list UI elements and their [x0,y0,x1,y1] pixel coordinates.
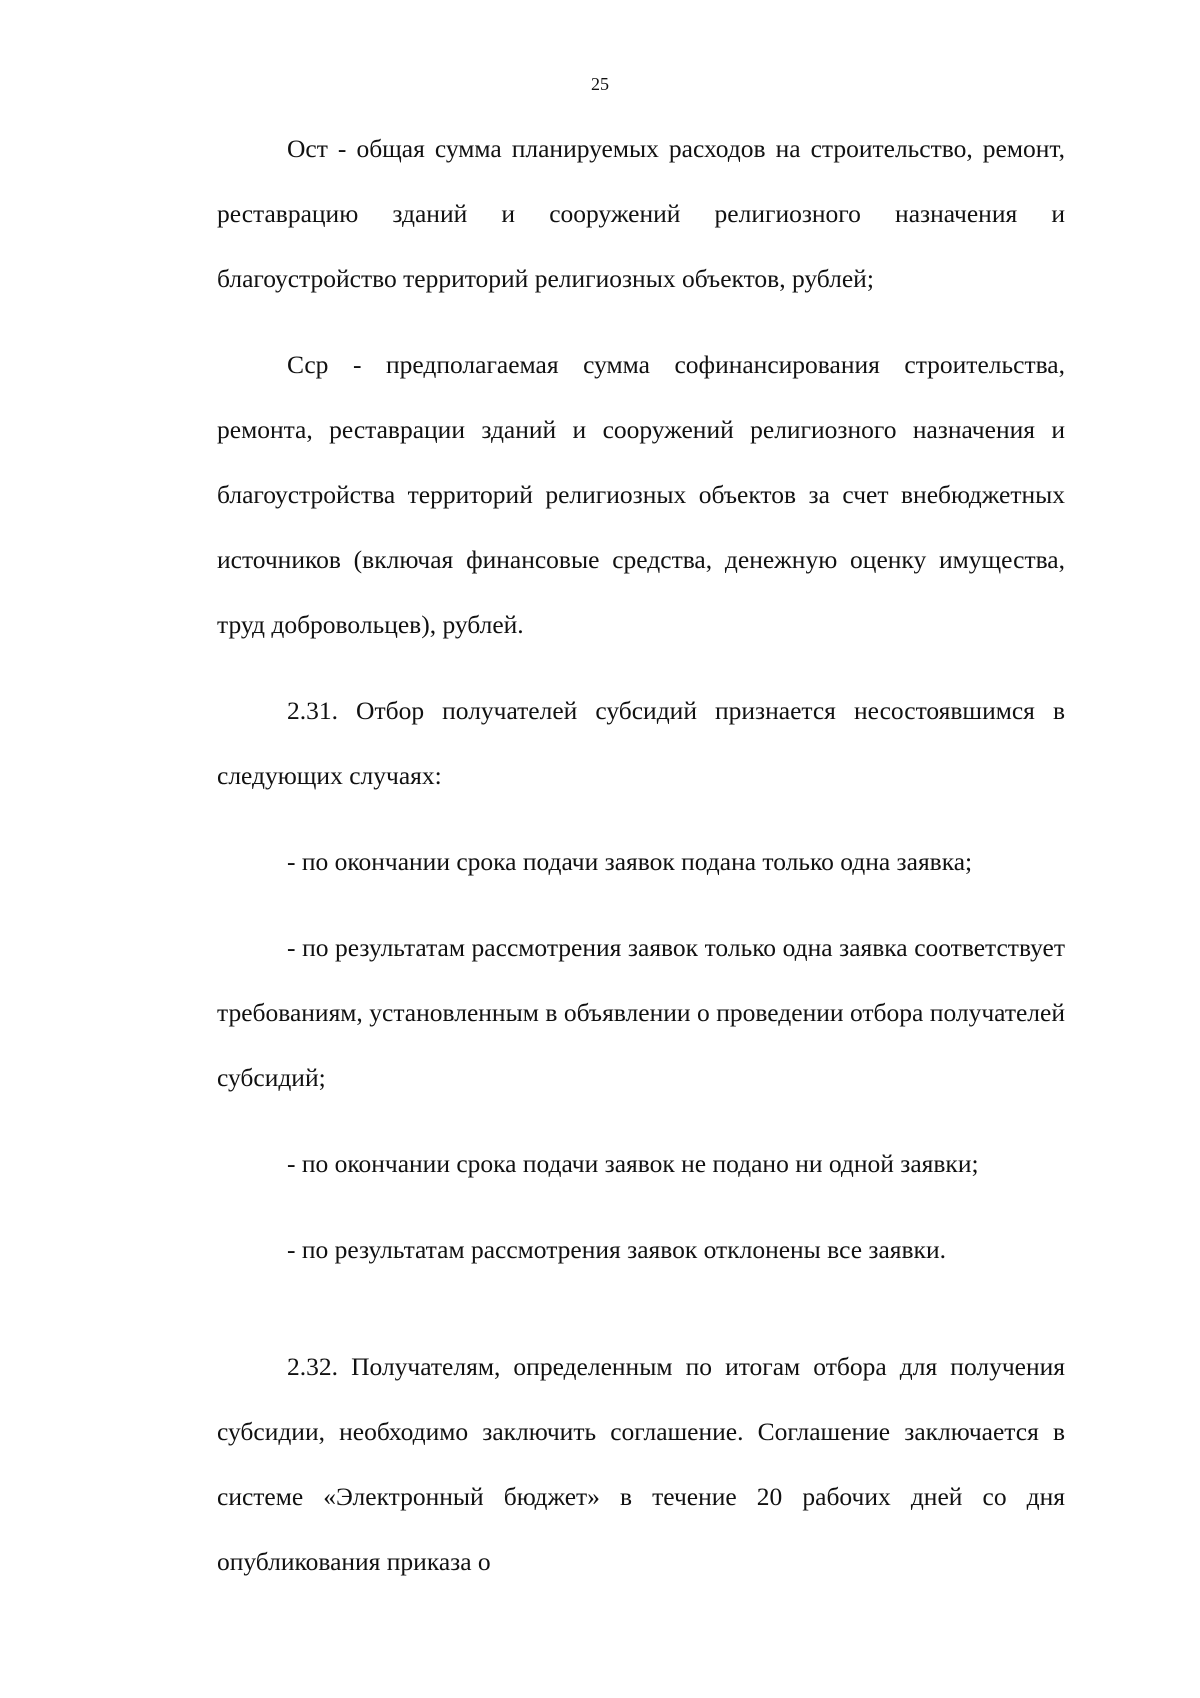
list-item-one-application: - по окончании срока подачи заявок подана только одна заявка; [287,847,973,876]
paragraph-2-32: 2.32. Получателям, определенным по итогам отбора для получения субсидии, необходимо заключить соглашение. Соглашение заключается в системе «Электронный бюджет» в течение 20 рабочих дней со дня опубликования приказа о [217,1352,1065,1576]
list-item-all-rejected: - по результатам рассмотрения заявок отклонены все заявки. [287,1235,946,1264]
paragraph-ssr-definition: Сср - предполагаемая сумма софинансирования строительства, ремонта, реставрации зданий и сооружений религиозного назначения и благоустройства территорий религиозных объектов за счет внебюджетных источников (включая финансовые средства, денежную оценку имущества, труд добровольцев), рублей. [217,350,1065,639]
document-body [217,116,1065,1594]
paragraph-2-31: 2.31. Отбор получателей субсидий признается несостоявшимся в следующих случаях: [217,696,1065,790]
list-item-no-applications: - по окончании срока подачи заявок не подано ни одной заявки; [287,1149,979,1178]
list-item-one-compliant: - по результатам рассмотрения заявок только одна заявка соответствует требованиям, установленным в объявлении о проведении отбора получателей субсидий; [217,933,1065,1092]
paragraph-ost-definition: Ост - общая сумма планируемых расходов на строительство, ремонт, реставрацию зданий и сооружений религиозного назначения и благоустройство территорий религиозных объектов, рублей; [217,134,1065,293]
page-number: 25 [591,74,609,94]
